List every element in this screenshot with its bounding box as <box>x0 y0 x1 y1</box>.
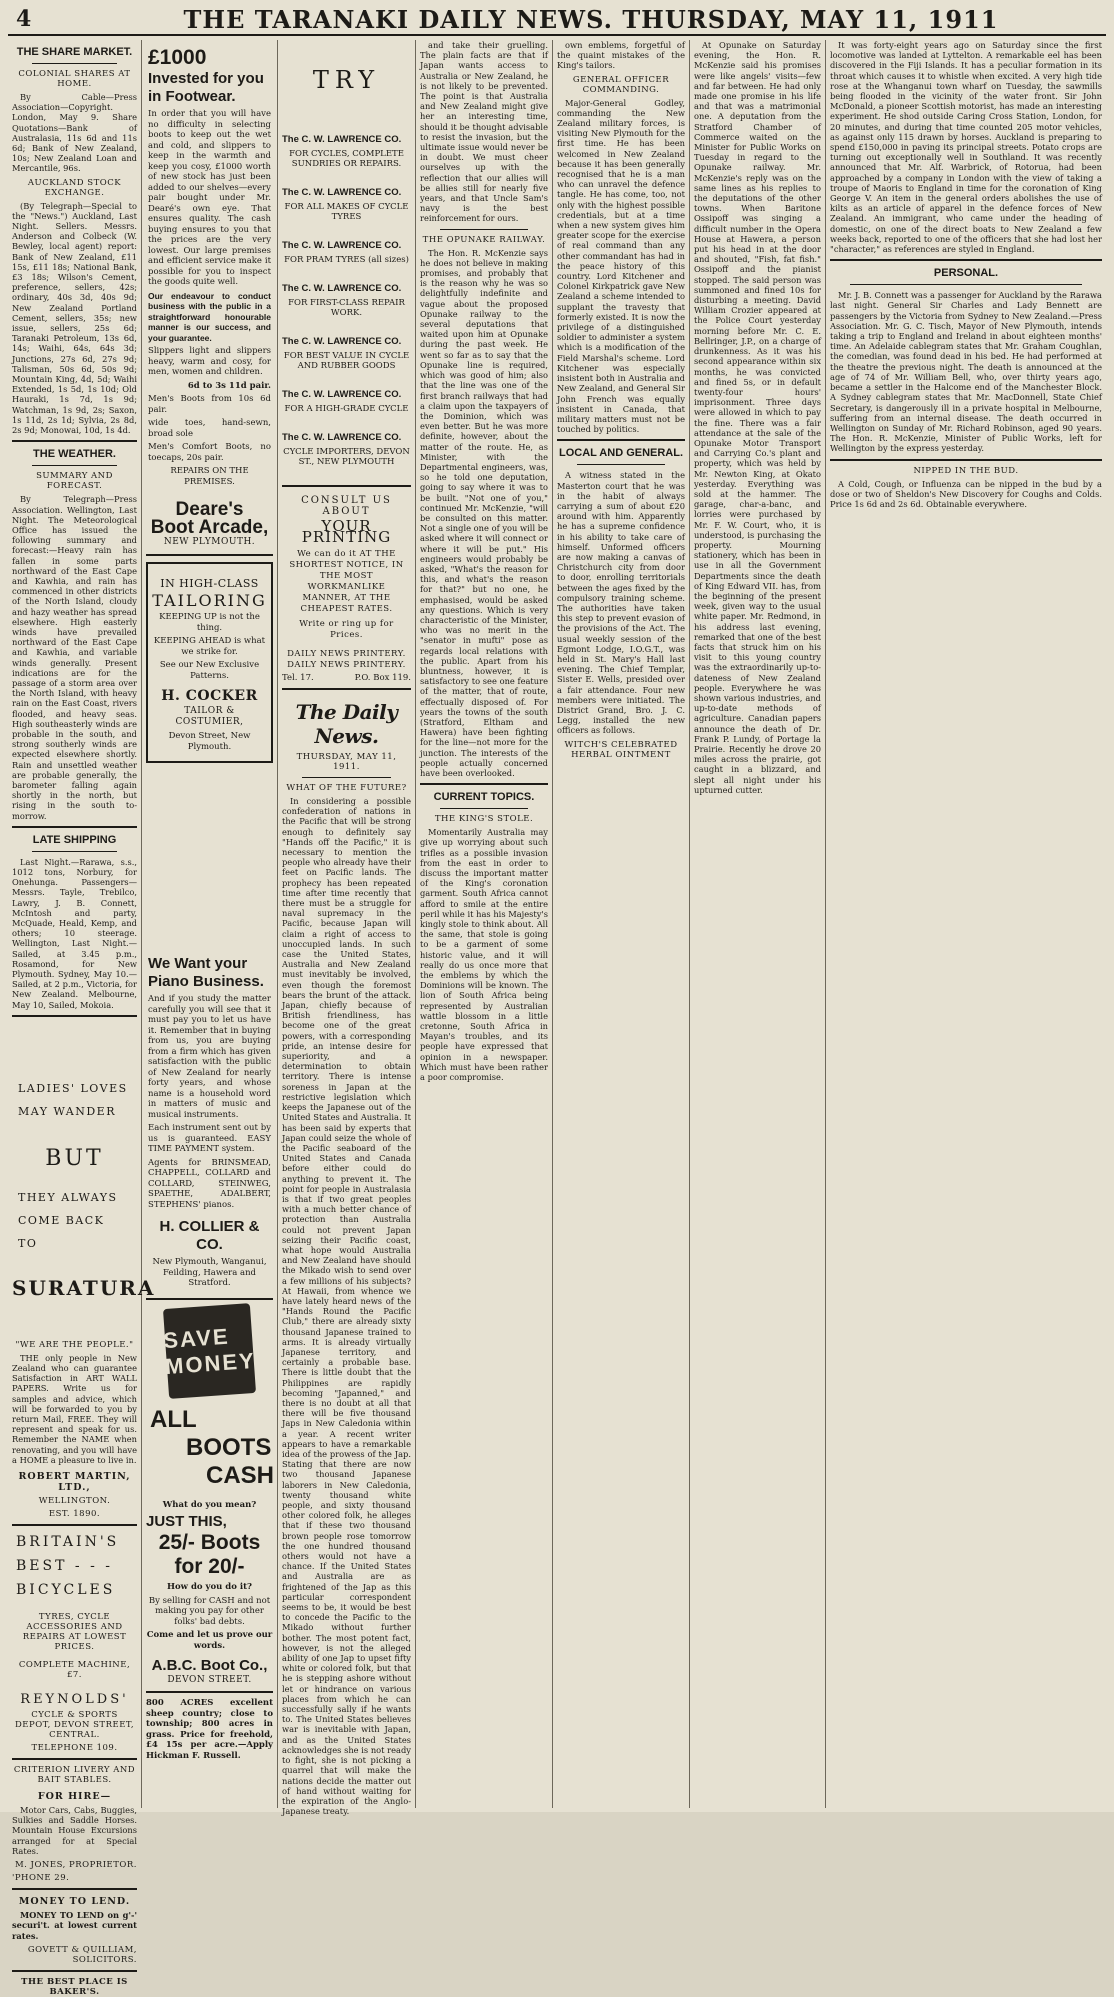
boots-text: BOOTS <box>186 1433 272 1461</box>
lawrence-co-5: The C. W. LAWRENCE CO. <box>282 336 402 347</box>
tailoring-advert <box>146 562 273 763</box>
future-text: In considering a possible confederation of nations in the Pacific that will be strong enough to definitely say "Hands off the Pacific," it is necessary to mention the people who already have their feet on Pacific lands. The prophecy has been repeated time after time recently that there must be a struggle for naval supremacy in the Pacific, because Japan will claim a right of access to unoccupied lands. In such case the United States, Australia and New Zealand must inevitably be involved, even though the foremost bears the brunt of the attack. Japan, chiefly because of British friendliness, has become one of the great powers, with a corresponding pride, an intense desire for superiority, and a determination to obtain territory. There is intense soreness in Japan at the restrictive legislation which keeps the Japanese out of the United States and Australia. It has been said by experts that Japan could seize the whole of the Pacific seaboard of the United States and Canada before either could do anything to prevent it. The point for people in Australasia is that if two great peoples with a much better chance of protection than Australia could not prevent Japan seizing their Pacific coast, what hope would Australia and New Zealand have should the Mikado wish to send over a few millions of his subjects? At Hawaii, from whence we have lately heard news of the "Hands Round the Pacific Club," there are already sixty thousand Japanese trained to arms. It is already virtually Japanese territory, and certainly a probable base. There is little doubt that the Philippines are rapidly becoming "Japanned," and there is no doubt at all that there will be five thousand Japs in New Caledonia within a year. A recent writer appears to have a remarkable idea of the prowess of the Jap. Stating that there are now two thousand Japanese laborers in New Caledonia, twenty thousand white people, and sixty thousand other colored folk, he alleges that if these two thousand brown people rose tomorrow the one hundred thousand others would not have a chance. If the United States and Australia are as frightened of the Jap as this particular correspondent seems to be, it would be best to concede the Pacific to the Mikado without further bother. The most potent fact, however, is not the alleged ability of one Jap to upset fifty white or colored folk, but that he is stepping ashore without let or hindrance on various places from which he can successfully sally if he wants to. The United States believes war is inevitable with Japan, and as the United States acknowledges she is not ready to fight, she is not picking a quarrel that will make the nations decide the matter out of hand without waiting for the expiration of the Anglo-Japanese treaty. <box>282 796 411 1817</box>
suratura-text: THE only people in New Zealand who can guarantee Satisfaction in ART WALL PAPERS. Write us for samples and advice, which will be forwarded to you by return Mail, FREE. They will represent and speak for us. Remember the NAME when renovating, and you will have a HOME a pleasure to live in. <box>12 1352 137 1465</box>
abc-devon-street: DEVON STREET. <box>167 1675 252 1685</box>
lawrence-line-7: CYCLE IMPORTERS, DEVON ST., NEW PLYMOUTH <box>283 447 410 467</box>
deares-title: Deare's <box>175 499 244 520</box>
column-4 <box>416 40 553 1808</box>
column-5 <box>553 40 690 1808</box>
page-number: 4 <box>16 6 32 32</box>
stole-continued-text: own emblems, forgetful of the quaint mistakes of the King's tailors. <box>557 40 685 71</box>
nipped-text: A Cold, Cough, or Influenza can be nipped in the bud by a dose or two of Sheldon's New Discovery for Coughs and Colds. Price 1s 6d and 2s 6d. Obtainable everywhere. <box>830 478 1102 509</box>
share-quotations-text: By Cable—Press Association—Copyright. London, May 9. Share Quotations—Bank of Australasia, 11s 6d and 11s 6d; Bank of New Zealand, 10s; New Zealand Loan and Mercantile, 96s. <box>12 92 137 174</box>
po-box: P.O. Box 119. <box>354 673 411 683</box>
write-or-ring: Write or ring up for Prices. <box>299 619 394 640</box>
daily-news-printery: DAILY NEWS PRINTERY. DAILY NEWS PRINTERY. <box>287 649 406 670</box>
save-money-badge: SAVE MONEY <box>163 1303 256 1399</box>
established-year: EST. 1890. <box>48 1509 101 1520</box>
column-2-adverts <box>142 40 278 1808</box>
robert-martin: ROBERT MARTIN, LTD., <box>18 1471 131 1494</box>
lawrence-line-3: FOR PRAM TYRES (all sizes) <box>284 255 409 265</box>
they-always-text: THEY ALWAYS <box>18 1190 118 1204</box>
kings-stole-heading: THE KING'S STOLE. <box>434 814 534 825</box>
we-can-do-it: We can do it AT THE SHORTEST NOTICE, IN THE MOST WORKMANLIKE MANNER, AT THE CHEAPEST RATES. <box>289 549 404 614</box>
tailoring-title: TAILORING <box>152 591 267 610</box>
boots-price: 25/- Boots for 20/- <box>158 1531 261 1578</box>
weather-text: By Telegraph—Press Association. Wellington, Last Night. The Meteorological Office has issued the following summary and forecast:—Heavy rain has fallen in some parts northward of the East Cape and Kawhia, and rain has commenced in other districts of the North Island, cloudy and hazy weather has spread elsewhere. High easterly winds have prevailed northward of the East Cape and Kawhia, and variable winds generally. Present indications are for the passage of a storm area over the North Island, with heavy rain on the East Coast, rivers flooded, and heavy seas. High southeasterly winds are probable in the south, and strong southerly winds are expected elsewhere shortly. Rain and unsettled weather are probable generally, the barometer falling again shortly in the north, but rising in the south to-morrow. <box>12 494 137 821</box>
lawrence-co-2: The C. W. LAWRENCE CO. <box>282 187 402 198</box>
by-selling: By selling for CASH and not making you pay for other folks' bad debts. <box>148 1595 271 1627</box>
endeavour-text: Our endeavour to conduct business with the public in a straightforward honourable manner is our success, and your guarantee. <box>148 290 271 343</box>
comfort-boots: Men's Comfort Boots, no toecaps, 20s pair. <box>148 442 271 463</box>
suratura-title: SURATURA <box>12 1275 156 1300</box>
how-do-you-do-it: How do you do it? <box>166 1582 252 1592</box>
lawrence-line-1: FOR CYCLES, COMPLETE SUNDRIES OR REPAIRS. <box>289 149 404 169</box>
column-1 <box>8 40 156 1997</box>
come-back-text: COME BACK <box>18 1213 105 1227</box>
colonial-shares-subheading: COLONIAL SHARES AT HOME. <box>18 69 131 89</box>
boots-cash-advert <box>146 1406 273 1490</box>
footwear-text: In order that you will have no difficulty in selecting boots to keep out the wet and cold, and slippers to keep in the warmth and keep you cosy, £1000 worth of new stock has just been added to our shelves—every pair bought under Mr. Dearé's own eye. That ensures quality. The cash buying ensures to you that the prices are the very lowest. Our large premises and efficient service make it possible for you to inspect the goods quite well. <box>148 109 271 287</box>
personal-text: Mr. J. B. Connett was a passenger for Auckland by the Rarawa last night. General Sir Charles and Lady Bennett are passengers by the Victoria from Sydney to New Zealand.—Press Association. Mr. G. C. Tisch, Mayor of New Plymouth, intends taking a trip to England and Ireland in about eighteen months' time. An Adelaide cablegram states that Mr. Graham Coughlan, the comedian, was found dead in his bed. He had performed at the theatre the previous night. The death is announced at the age of 74 of Mr. William Bell, who, over thirty years ago, became a settler in the Halcome end of the Manchester Block. A Sydney cablegram states that Mr. MacDonnell, State Chief Secretary, is dangerously ill in a private hospital in Melbourne, suffering from an internal disease. The death occurred in Wellington on Sunday of Mr. Richard Robinson, aged 90 years. The Hon. R. McKenzie, Minister of Public Works, left for Wellington by the express yesterday. <box>830 290 1102 454</box>
nipped-heading: NIPPED IN THE BUD. <box>913 465 1019 476</box>
wellington-location: WELLINGTON. <box>38 1496 111 1507</box>
phone-29: 'PHONE 29. <box>12 1873 70 1884</box>
personal-heading: PERSONAL. <box>933 267 999 280</box>
general-officer-text: Major-General Godley, commanding the New Zealand military forces, is visiting New Plymouth for the first time. He has been welcomed in New Zealand because it has been generally recognised that he is a man who can unravel the defence tangle. He has come, too, not only with the highest possible credentials, but at a time when a new system gives him greater scope for the exercise of real command than any other commandant has had in the peace history of this country. Lord Kitchener and Colonel Kirkpatrick gave New Zealand a scheme intended to supplant the travesty that formerly existed. It is now the privilege of a distinguished soldier to administer a system which is a modification of the Field Marshal's scheme. Lord Kitchener was especially insistent both in Australia and New Zealand, and General Sir John French was equally insistent in Canada, that military matters must not be touched by politics. <box>557 97 685 435</box>
for-hire: FOR HIRE— <box>37 1791 112 1803</box>
pound-1000: £1000 <box>148 46 207 69</box>
share-market-heading: THE SHARE MARKET. <box>16 46 133 58</box>
column-6 <box>690 40 826 1808</box>
lawrence-co-6: The C. W. LAWRENCE CO. <box>282 389 402 400</box>
bicycles-text: BICYCLES <box>16 1582 116 1599</box>
late-shipping-heading: LATE SHIPPING <box>32 833 117 846</box>
keeping-ahead: KEEPING AHEAD is what we strike for. <box>153 636 266 657</box>
future-heading: WHAT OF THE FUTURE? <box>286 783 407 793</box>
britains-text: BRITAIN'S <box>16 1534 120 1551</box>
local-general-text: A witness stated in the Masterton court that he was in the habit of always carrying a sum of about £20 around with him. Apparently he has a supreme confidence in his ability to take care of himself. Unformed officers are now making a canvas of Christchurch city from door to door, enrolling territorials between the ages fixed by the compulsory training scheme. The authorities have taken this step to prevent evasion of the provisions of the Act. The usual weekly session of the Egmont Lodge, I.O.G.T., was held in St. Mary's Hall last evening. The Chief Templar, Sister E. Wells, presided over a fair attendance. Four new members were initiated. The District Grand, Bro. J. C. Legg, installed the new officers as follows. <box>557 470 685 736</box>
lawrence-co-3: The C. W. LAWRENCE CO. <box>282 240 402 251</box>
ladies-loves-text: LADIES' LOVES <box>18 1081 128 1095</box>
reynolds-telephone: TELEPHONE 109. <box>31 1743 118 1754</box>
come-and-prove: Come and let us prove our words. <box>146 1630 273 1651</box>
acres-advert: 800 ACRES excellent sheep country; close to township; 800 acres in grass. Price for freehold, £4 15s per acre.—Apply Hickman F. Russell. <box>146 1698 273 1761</box>
criterion-stables: CRITERION LIVERY AND BAIT STABLES. <box>13 1765 136 1786</box>
guarantee-text: Each instrument sent out by us is guaranteed. EASY TIME PAYMENT system. <box>148 1123 271 1154</box>
money-to-lend-text: MONEY TO LEND on g'-' securi't. at lowest current rates. <box>12 1910 137 1941</box>
high-class: IN HIGH-CLASS <box>160 577 259 590</box>
local-news-text: At Opunake on Saturday evening, the Hon. R. McKenzie said his promises were like angels' visits—few and far between. He had only made one promise in his life and that was a matrimonial one. A deputation from the Stratford Chamber of Commerce waited on the Minister for Public Works on Tuesday in regard to the Opunake railway. Mr. McKenzie's reply was on the same lines as his replies to the deputations of the other towns. When Baritone Ossipoff was singing a difficult number in the Opera House at Hawera, a person put his head in at the door and shouted, "Fish, fat fish." Ossipoff and the pianist stopped. The said person was summoned and fined 10s for disturbing a meeting. David William Crozier appeared at the Police Court yesterday morning before Mr. C. E. Bellringer, J.P., on a charge of drunkenness. As it was his second appearance within six months, he was convicted and fined 5s, or in default twenty-four hours' imprisonment. Three days were allowed in which to pay the fine. There was a fair attendance at the sale of the Opunake Motor Transport and Carrying Co.'s plant and property, which was held by Mr. Newton King, at Okato yesterday. Everything was sold at the hammer. The garage, char-a-banc, and lorries were purchased by Mr. F. W. Court, who, it is understood, is purchasing the property. Mourning stationery, which has been in use in all the Government Departments since the death of King Edward VII. has, from the beginning of the present week, given way to the usual white paper. Mr. Redmond, in his address last evening, remarked that one of the best facts that struck him on his visit to this young country was the extraordinarily up-to-dateness of New Zealand people. Everywhere he was shown various industries, and up-to-date methods of agriculture. Canadian papers announce the death of Dr. Frank P. Lundy, of Portage la Prairie. Recently he drove 20 miles across the prairie, got caught in a blizzard, and slept all night under his upturned cutter. <box>694 40 821 795</box>
your-printing: YOUR PRINTING <box>301 517 392 546</box>
we-are-the-people: "WE ARE THE PEOPLE." <box>15 1339 134 1350</box>
slipper-price: 6d to 3s 11d pair. <box>187 380 271 391</box>
column-7 <box>826 40 1106 1808</box>
current-topics-heading: CURRENT TOPICS. <box>433 791 535 804</box>
telephone-number: Tel. 17. <box>282 673 314 683</box>
contact-bar <box>282 673 411 683</box>
what-do-you-mean: What do you mean? <box>162 1499 257 1510</box>
keeping-up: KEEPING UP is not the thing. <box>159 612 260 633</box>
but-text: BUT <box>45 1145 104 1171</box>
future-continued-text: and take their gruelling. The plain facts are that if Japan wants access to Australia or New Zealand, he is not likely to be prevented. The point is that Australia and New Zealand might give her an interesting time, should it be thought advisable to resist the invasion, but the ultimate issue would never be in doubt. We must cheer ourselves up with the reflection that our allies will be allies still for nearly five years, and that Uncle Sam's navy is the best reinforcement for ours. <box>420 40 548 224</box>
tyres-accessories: TYRES, CYCLE ACCESSORIES AND REPAIRS AT LOWEST PRICES. <box>22 1612 127 1653</box>
column-3 <box>278 40 416 1817</box>
piano-title: We Want your Piano Business. <box>148 955 264 990</box>
govett-quilliam: GOVETT & QUILLIAM, SOLICITORS. <box>27 1944 137 1965</box>
auckland-exchange-text: (By Telegraph—Special to the "News.") Auckland, Last Night. Sellers. Messrs. Anderson and Colbeck (W. Bewley, local agent) report: Bank of New Zealand, £11 15s, £11 18s; National Bank, £3 18s; Wilson's Cement, preference, sellers, 42s; ordinary, 40s 3d, 40s 9d; New Zealand Portland Cement, sellers, 35s; new issue, sellers, 25s 6d; Taranaki Petroleum, 13s 6d, 14s; Waihi, 64s, 64s 3d; Junctions, 27s 6d, 27s 9d; Talisman, 50s 6d, 50s 9d; Mountain King, 4d, 5d; Waihi Extended, 1s 5d, 1s 10d; Old Hauraki, 1s 7d, 1s 9d; Watchman, 1s 9d, 2s; Saxon, 1s 11d, 2s 1d; Sylvia, 2s 8d, 2s 9d; Monowai, 10d, 1s 4d. <box>12 200 137 436</box>
exclusive-patterns: See our New Exclusive Patterns. <box>159 660 260 681</box>
cash-text: CASH <box>206 1461 275 1489</box>
consult-us: CONSULT US ABOUT <box>301 495 392 517</box>
slippers-text: Slippers light and slippers heavy, warm and cosy, for men, women and children. <box>148 346 271 377</box>
weather-heading: THE WEATHER. <box>33 448 116 461</box>
just-this: JUST THIS, <box>146 1513 227 1530</box>
herbal-ointment-heading: WITCH'S CELEBRATED HERBAL OINTMENT <box>564 739 678 760</box>
bakers-text: THE BEST PLACE IS BAKER'S. <box>21 1976 128 1997</box>
footwear-advert <box>146 40 273 556</box>
opunake-railway-heading: THE OPUNAKE RAILWAY. <box>422 234 546 245</box>
to-text: TO <box>18 1236 38 1250</box>
newspaper-title: THE TARANAKI DAILY NEWS. THURSDAY, MAY 11, 1911 <box>183 4 999 34</box>
current-topics-text: Momentarily Australia may give up worrying about such trifles as a possible invasion from the east in order to discuss the important matter of the King's coronation garment. South Africa cannot afford to smile at the entire peril while it has his Majesty's kingly stole to think about. All the same, that stole is going to be a garment of some historic value, and it will really do us once more that the emblems by which the Dominions will be known. The lion of South Africa being represented by Australian wattle blossom in a little cretonne, South Africa in Mayan's troubles, and its people have expressed that opinion in a newspaper. Which must have been rather a poor compromise. <box>420 827 548 1083</box>
jones-proprietor: M. JONES, PROPRIETOR. <box>14 1860 137 1871</box>
opunake-railway-text: The Hon. R. McKenzie says he does not believe in making promises, and probably that is the reason why he was so delightfully indefinite and vague about the proposed Opunake railway to the several deputations that waited upon him at Opunake during the past week. He went so far as to say that the Opunake line is required, which was good of him; also that the line was one of the first branch railways that had a claim upon the taxpayers of the Dominion, which was even better. But he was more definite, however, about the matter of the route. He, as Minister, with the Departmental engineers, was, so he told one deputation, going to say where it was to be built. "Not one of you," continued Mr. McKenzie, "will be consulted on this matter. Not a single one of you will be asked where it will connect or where it will be put." His engineers would probably be asked, "What's the reason for this, and what's the reason for that?" but no one, he emphasised, would be asked any questions. Which is very characteristic of the Minister, who was no merit in the "senator in mufti" pose as regards local relations with the public. Apart from his bluntness, however, it is satisfactory to see one feature of the matter, that of route, effectually disposed of. For years the towns of the south (Stratford, Eltham and Hawera) have been fighting for the line—not more for the junction. The interests of the people actually concerned have been overlooked. <box>420 247 548 779</box>
hire-text: Motor Cars, Cabs, Buggies, Sulkies and Saddle Horses. Mountain House Excursions arranged for at Special Rates. <box>12 1805 137 1856</box>
daily-news-nameplate: The Daily News. <box>295 700 398 748</box>
invested-footwear: Invested for you in Footwear. <box>148 70 264 105</box>
auckland-exchange-subheading: AUCKLAND STOCK EXCHANGE. <box>27 177 122 198</box>
lawrence-line-2: FOR ALL MAKES OF CYCLE TYRES <box>284 202 409 222</box>
boot-arcade-title: Boot Arcade, <box>150 517 269 538</box>
all-text: ALL <box>150 1405 197 1433</box>
may-wander-text: MAY WANDER <box>18 1104 116 1118</box>
collier-name: H. COLLIER & CO. <box>159 1218 260 1253</box>
late-shipping-text: Last Night.—Rarawa, s.s., 1012 tons, Norbury, for Onehunga. Passengers—Messrs. Tayle, Trebilco, Lawry, J. B. Connett, McIntosh and party, McQuade, Heald, Kemp, and others; 10 steerage. Wellington, Last Night.—Sailed, at 3.45 p.m., Rosamond, for New Plymouth. Sydney, May 10.—Sailed, at 2 p.m., Victoria, for New Zealand. Melbourne, May 10, Sailed, Mokoia. <box>12 856 137 1010</box>
agents-text: Agents for BRINSMEAD, CHAPPELL, COLLARD and COLLARD, STEINWEG, SPAETHE, ADALBERT, STEPHENS' pianos. <box>148 1157 271 1210</box>
mens-boots: Men's Boots from 10s 6d pair. <box>148 394 271 415</box>
new-plymouth: NEW PLYMOUTH. <box>163 537 256 547</box>
local-general-heading: LOCAL AND GENERAL. <box>558 447 684 460</box>
cocker-name: H. COCKER <box>161 688 258 704</box>
best-text: BEST - - - <box>16 1558 113 1575</box>
briefs-text: It was forty-eight years ago on Saturday since the first locomotive was landed at Lyttelton. A remarkable eel has been discovered in the Fiji Islands. It has a peculiar formation in its throat which causes it to whistle when excited. A very high tide rose at the Whanganui town wharf on Tuesday, the sawmills being flooded in the vicinity of the water front. Sir John McDonald, a pioneer Scottish motorist, has made an interesting experiment. He shod outside Caring Cross Station, London, for 20 minutes, and during that time counted 205 motor vehicles, as against only 115 drawn by horses. Auckland is preparing to spend £150,000 in paving its principal streets. Potato crops are turning out exceptionally well in Southland. It was recently announced that Mr. Alf. Warbrick, of Rotorua, had been approached by a company in London with the view of taking a troupe of Maoris to England in time for the coronation of King George V. An item in the general orders abolishes the use of kilts as an article of apparel in the defence forces of New Zealand. An immigrant, who came under the heading of domestic, on one of the direct boats to New Zealand a few weeks back, reported to one of the officers that she had lost her "character," as references are styled in England. <box>830 40 1102 255</box>
complete-machine-price: COMPLETE MACHINE, £7. <box>18 1660 131 1681</box>
lawrence-co-4: The C. W. LAWRENCE CO. <box>282 283 402 294</box>
devon-street: Devon Street, New Plymouth. <box>168 731 251 752</box>
general-officer-heading: GENERAL OFFICER COMMANDING. <box>572 74 670 95</box>
lawrence-co-7: The C. W. LAWRENCE CO. <box>282 432 402 443</box>
lawrence-line-6: FOR A HIGH-GRADE CYCLE <box>284 404 409 414</box>
tailor-costumier: TAILOR & COSTUMIER, <box>175 706 244 727</box>
lawrence-line-4: FOR FIRST-CLASS REPAIR WORK. <box>288 298 405 318</box>
abc-boot-co: A.B.C. Boot Co., <box>151 1657 268 1674</box>
reynolds-title: REYNOLDS' <box>20 1692 129 1708</box>
wide-toes: wide toes, hand-sewn, broad sole <box>148 418 271 439</box>
masthead <box>8 4 1106 36</box>
piano-advert <box>146 949 273 1300</box>
summary-forecast-subheading: SUMMARY AND FORECAST. <box>36 471 113 492</box>
lawrence-co-1: The C. W. LAWRENCE CO. <box>282 134 402 145</box>
reynolds-address: CYCLE & SPORTS DEPOT, DEVON STREET, CENTRAL. <box>14 1710 135 1741</box>
lawrence-line-5: FOR BEST VALUE IN CYCLE AND RUBBER GOODS <box>283 351 410 371</box>
editorial-date: THURSDAY, MAY 11, 1911. <box>296 752 397 772</box>
repairs-premises: REPAIRS ON THE PREMISES. <box>170 466 249 487</box>
money-to-lend-heading: MONEY TO LEND. <box>18 1896 131 1908</box>
collier-locations: New Plymouth, Wanganui, Feilding, Hawera and Stratford. <box>152 1257 267 1288</box>
try-heading: TRY <box>312 66 381 94</box>
piano-text: And if you study the matter carefully you will see that it must pay you to let us have it. Remember that in buying from us, you are buying from a firm which has given satisfaction with the public of New Zealand for nearly forty years, and whose name is a household word in matters of music and musical instruments. <box>148 994 271 1120</box>
